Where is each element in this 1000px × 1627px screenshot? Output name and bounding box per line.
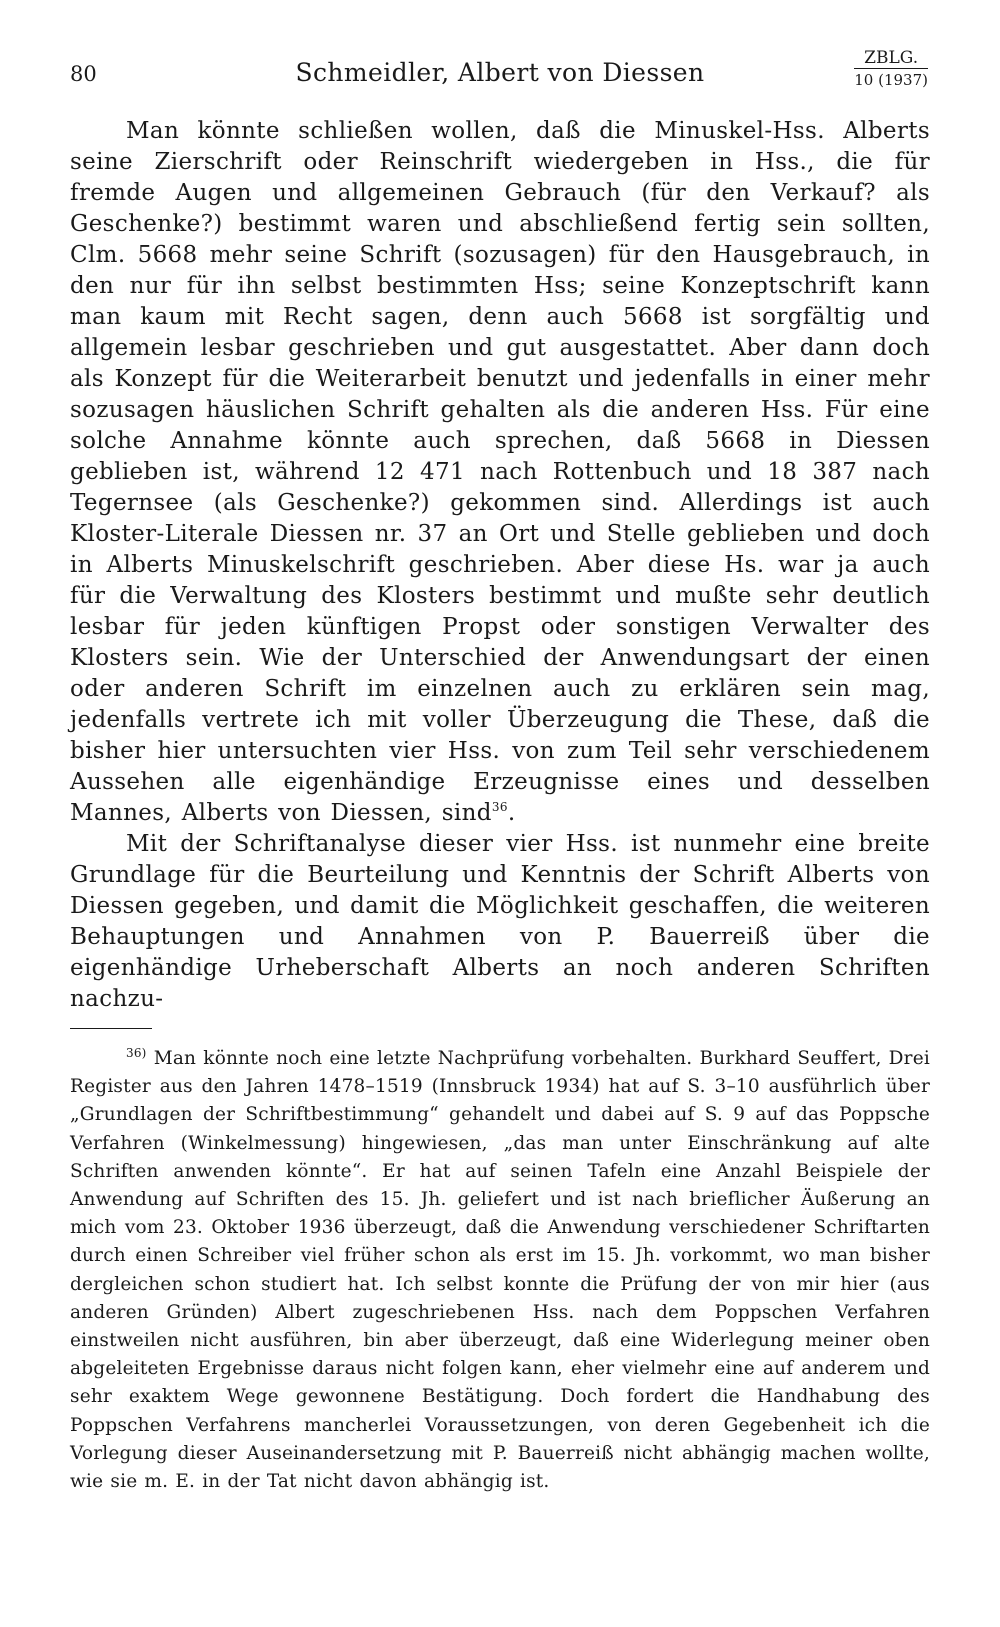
page-number: 80 [70,62,97,86]
paragraph-end: . [507,800,516,826]
footnote-reference[interactable]: 36 [491,800,508,814]
paragraph-text: Mit der Schriftanalyse dieser vier Hss. ist nunmehr eine breite Grundlage für die Beurteilung und Kenntnis der Schrift Alberts von Diessen gegeben, und damit die Möglichkeit geschaffen, die weiteren Behauptungen und Annahmen von P. Bauerreiß über die eigenhändige Urheberschaft Alberts an noch anderen Schriften nachzu- [70,831,930,1012]
paragraph [70,116,930,829]
journal-volume-year: 10 (1937) [854,71,928,89]
footnote-marker: 36) [126,1046,147,1060]
footnote-separator [70,1028,152,1029]
page-header [70,48,930,98]
body-text [70,116,930,1015]
journal-abbreviation: ZBLG. [854,48,928,69]
paragraph [70,829,930,1015]
journal-reference [854,48,928,90]
footnote [70,1045,930,1496]
running-head: Schmeidler, Albert von Diessen [295,58,705,87]
footnote-text: Man könnte noch eine letzte Nachprüfung vorbehalten. Burkhard Seuffert, Drei Register aus den Jahren 1478–1519 (Innsbruck 1934) hat auf S. 3–10 ausführlich über „Grundlagen der Schriftbestimmung“ gehandelt und dabei auf S. 9 auf das Poppsche Verfahren (Winkelmessung) hingewiesen, „das man unter Einschränkung auf alte Schriften anwenden könnte“. Er hat auf seinen Tafeln eine Anzahl Beispiele der Anwendung auf Schriften des 15. Jh. geliefert und ist nach brieflicher Äußerung an mich vom 23. Oktober 1936 überzeugt, daß die Anwendung verschiedener Schriftarten durch einen Schreiber viel früher schon als erst im 15. Jh. vorkommt, wo man bisher dergleichen schon studiert hat. Ich selbst konnte die Prüfung der von mir hier (aus anderen Gründen) Albert zugeschriebenen Hss. nach dem Poppschen Verfahren einstweilen nicht ausführen, bin aber überzeugt, daß eine Widerlegung meiner oben abgeleiteten Ergebnisse daraus nicht folgen kann, eher vielmehr eine auf anderem und sehr exaktem Wege gewonnene Bestätigung. Doch fordert die Handhabung des Poppschen Verfahrens mancherlei Voraussetzungen, von deren Gegebenheit ich die Vorlegung dieser Auseinandersetzung mit P. Bauerreiß nicht abhängig machen wollte, wie sie m. E. in der Tat nicht davon abhängig ist. [70,1048,930,1493]
paragraph-text: Man könnte schließen wollen, daß die Minuskel-Hss. Alberts seine Zierschrift oder Reinschrift wiedergeben in Hss., die für fremde Augen und allgemeinen Gebrauch (für den Verkauf? als Geschenke?) bestimmt waren und abschließend fertig sein sollten, Clm. 5668 mehr seine Schrift (sozusagen) für den Hausgebrauch, in den nur für ihn selbst bestimmten Hss; seine Konzeptschrift kann man kaum mit Recht sagen, denn auch 5668 ist sorgfältig und allgemein lesbar geschrieben und gut ausgestattet. Aber dann doch als Konzept für die Weiterarbeit benutzt und jedenfalls in einer mehr sozusagen häuslichen Schrift gehalten als die anderen Hss. Für eine solche Annahme könnte auch sprechen, daß 5668 in Diessen geblieben ist, während 12 471 nach Rottenbuch und 18 387 nach Tegernsee (als Geschenke?) gekommen sind. Allerdings ist auch Kloster-Literale Diessen nr. 37 an Ort und Stelle geblieben und doch in Alberts Minuskelschrift geschrieben. Aber diese Hs. war ja auch für die Verwaltung des Klosters bestimmt und mußte sehr deutlich lesbar für jeden künftigen Propst oder sonstigen Verwalter des Klosters sein. Wie der Unterschied der Anwendungsart der einen oder anderen Schrift im einzelnen auch zu erklären sein mag, jedenfalls vertrete ich mit voller Überzeugung die These, daß die bisher hier untersuchten vier Hss. von zum Teil sehr verschiedenem Aussehen alle eigenhändige Erzeugnisse eines und desselben Mannes, Alberts von Diessen, sind [70,118,930,826]
